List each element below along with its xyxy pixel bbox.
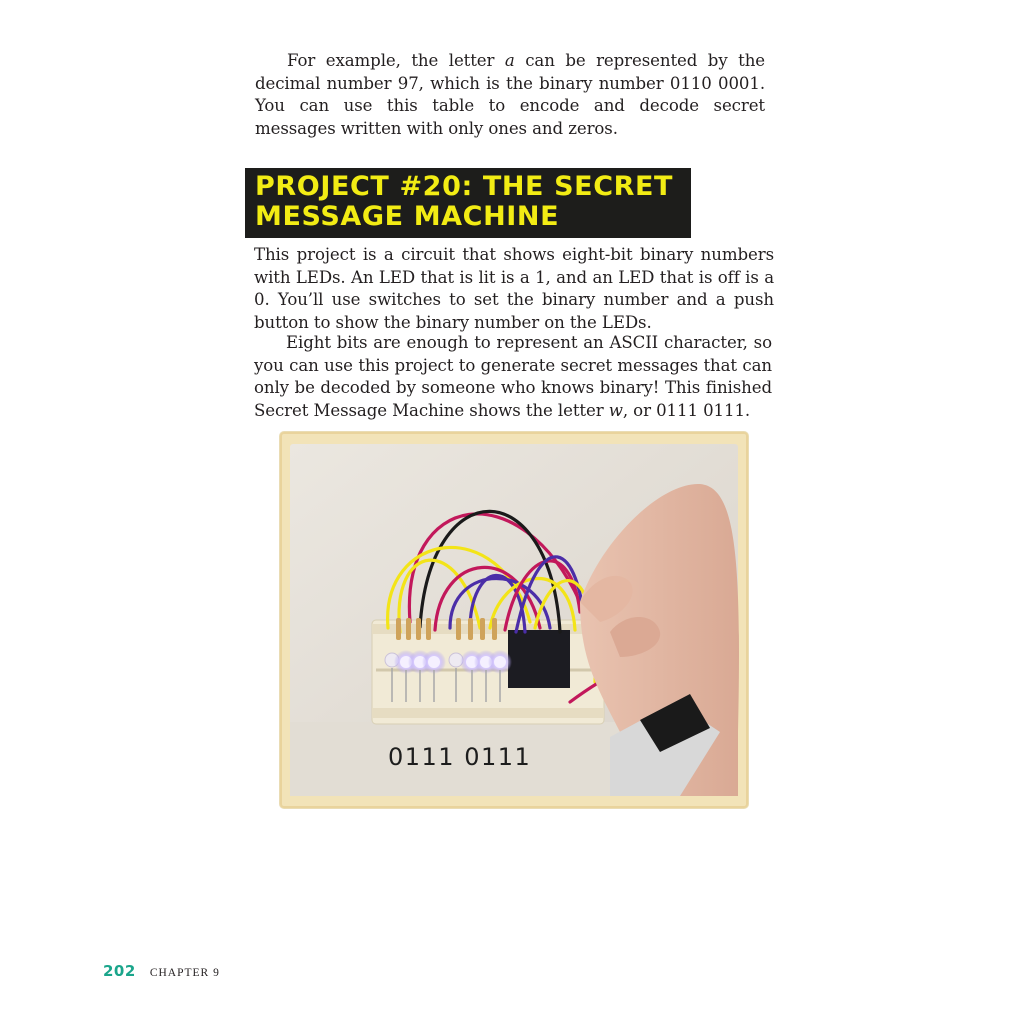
intro-letter-a: a xyxy=(504,51,515,70)
ascii-paragraph xyxy=(254,332,772,422)
project-title: PROJECT #20: THE SECRET MESSAGE MACHINE xyxy=(255,171,674,232)
ascii-text-end: , or 0111 0111. xyxy=(622,400,751,420)
dip-switch xyxy=(508,630,570,688)
intro-paragraph xyxy=(255,50,765,140)
chapter-label: CHAPTER 9 xyxy=(149,967,220,979)
ascii-text-start: Eight bits are enough to represent an ASCII character, so you can use this project to generate secret messages that can only be decoded by someone who knows binary! This finished Secret Message Machine shows the letter xyxy=(254,333,772,420)
page-number: 202 xyxy=(103,962,136,980)
intro-text-1: For example, the letter xyxy=(287,51,505,70)
intro-text-2: can be represented by the decimal number 97, which is the binary number 0110 0001. You can use this table to encode and decode secret messages written with only ones and zeros. xyxy=(255,51,765,138)
page-footer xyxy=(103,962,220,980)
circuit-photo xyxy=(280,432,748,808)
circuit-photo-frame xyxy=(280,432,748,808)
ascii-letter-w: w xyxy=(608,400,623,420)
binary-caption: 0111 0111 xyxy=(388,743,532,771)
project-description-paragraph: This project is a circuit that shows eight-bit binary numbers with LEDs. An LED that is lit is a 1, and an LED that is off is a 0. You’ll use switches to set the binary number and a push button to show the binary number on the LEDs. xyxy=(254,245,774,332)
project-heading-banner xyxy=(245,168,691,238)
